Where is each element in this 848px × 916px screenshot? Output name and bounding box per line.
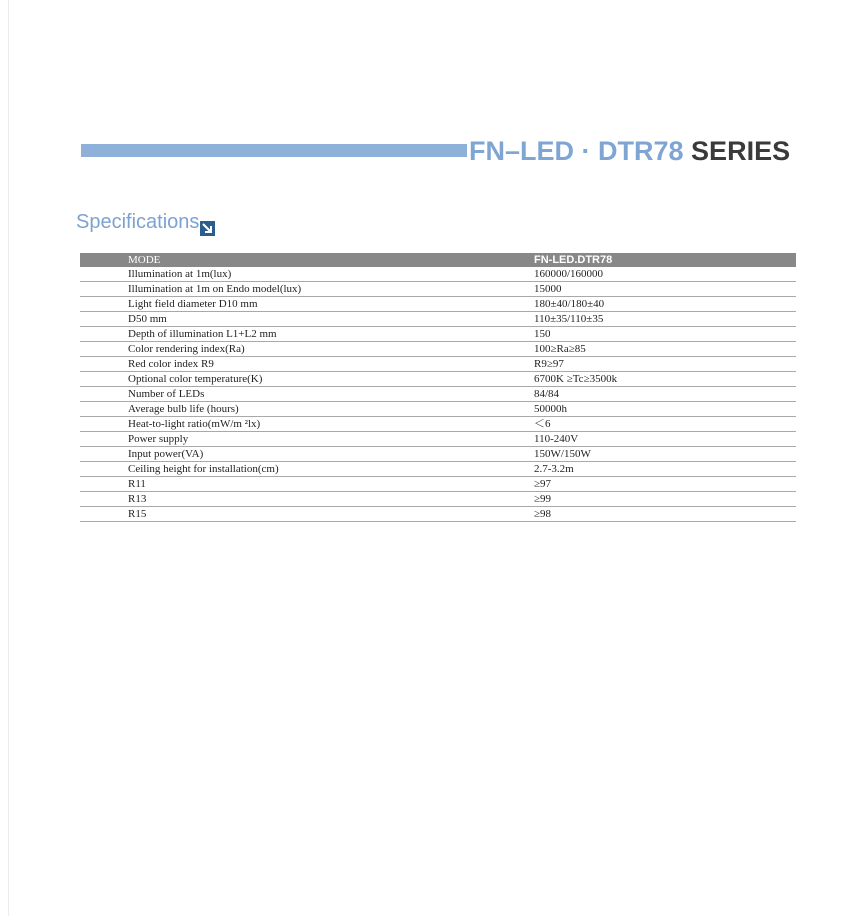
- spec-parameter: Depth of illumination L1+L2 mm: [80, 327, 532, 342]
- spec-value: 150W/150W: [532, 447, 796, 462]
- spec-parameter: Average bulb life (hours): [80, 402, 532, 417]
- table-row: [80, 282, 796, 297]
- table-row: [80, 432, 796, 447]
- spec-parameter: Illumination at 1m on Endo model(lux): [80, 282, 532, 297]
- spec-value: 110±35/110±35: [532, 312, 796, 327]
- table-header-row: [80, 253, 796, 267]
- spec-value: ≥97: [532, 477, 796, 492]
- table-row: [80, 492, 796, 507]
- table-row: [80, 447, 796, 462]
- spec-value: 100≥Ra≥85: [532, 342, 796, 357]
- spec-value: 150: [532, 327, 796, 342]
- spec-value: 84/84: [532, 387, 796, 402]
- series-word: SERIES: [691, 136, 791, 166]
- table-row: [80, 327, 796, 342]
- spec-value: 50000h: [532, 402, 796, 417]
- section-heading-label: Specifications: [76, 211, 200, 233]
- column-header-mode: MODE: [128, 254, 161, 266]
- spec-value: 6700K ≥Tc≥3500k: [532, 372, 796, 387]
- series-model-name: FN–LED · DTR78: [469, 136, 684, 166]
- spec-parameter: Heat-to-light ratio(mW/m ²lx): [80, 417, 532, 432]
- table-row: [80, 402, 796, 417]
- table-row: [80, 357, 796, 372]
- page-edge-line: [8, 0, 9, 916]
- table-row: [80, 312, 796, 327]
- spec-value: 15000: [532, 282, 796, 297]
- spec-value: ≥99: [532, 492, 796, 507]
- spec-value: 160000/160000: [532, 267, 796, 282]
- spec-value: 110-240V: [532, 432, 796, 447]
- specifications-table: [80, 253, 796, 522]
- spec-parameter: Number of LEDs: [80, 387, 532, 402]
- spec-parameter: R11: [80, 477, 532, 492]
- spec-parameter: R13: [80, 492, 532, 507]
- header-accent-bar: [81, 144, 467, 157]
- spec-value: ＜6: [532, 417, 796, 432]
- spec-value: 2.7-3.2m: [532, 462, 796, 477]
- spec-parameter: Illumination at 1m(lux): [80, 267, 532, 282]
- spec-parameter: Power supply: [80, 432, 532, 447]
- table-row: [80, 477, 796, 492]
- spec-parameter: Light field diameter D10 mm: [80, 297, 532, 312]
- table-row: [80, 507, 796, 522]
- spec-value: ≥98: [532, 507, 796, 522]
- spec-parameter: Input power(VA): [80, 447, 532, 462]
- spec-parameter: D50 mm: [80, 312, 532, 327]
- spec-value: 180±40/180±40: [532, 297, 796, 312]
- spec-parameter: Red color index R9: [80, 357, 532, 372]
- table-body: [80, 267, 796, 522]
- table-row: [80, 267, 796, 282]
- spec-value: R9≥97: [532, 357, 796, 372]
- series-title: [469, 133, 790, 169]
- table-row: [80, 342, 796, 357]
- table-row: [80, 462, 796, 477]
- column-header-model: FN-LED.DTR78: [534, 254, 613, 266]
- table-row: [80, 417, 796, 432]
- spec-parameter: R15: [80, 507, 532, 522]
- arrow-down-right-icon: [200, 216, 215, 231]
- section-heading: [76, 208, 215, 236]
- spec-parameter: Ceiling height for installation(cm): [80, 462, 532, 477]
- spec-parameter: Optional color temperature(K): [80, 372, 532, 387]
- spec-parameter: Color rendering index(Ra): [80, 342, 532, 357]
- table-row: [80, 372, 796, 387]
- table-row: [80, 387, 796, 402]
- table-row: [80, 297, 796, 312]
